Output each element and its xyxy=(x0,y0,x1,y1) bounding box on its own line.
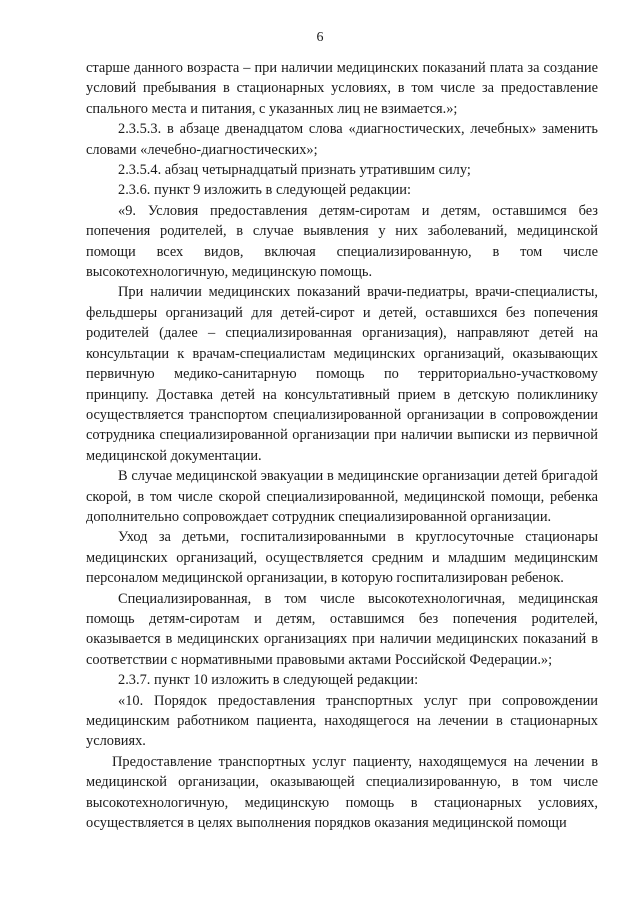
paragraph-1: старше данного возраста – при наличии медицинских показаний плата за создание условий пребывания в стационарных условиях, в том числе за предоставление спального места и питания, с указанных лиц не взимается.»; xyxy=(86,60,598,117)
paragraph-5: «9. Условия предоставления детям-сиротам и детям, оставшимся без попечения родителей, в случае выявления у них заболеваний, медицинской помощи всех видов, включая специализированную, в том числе высокотехнологичную, медицинскую помощь. xyxy=(86,202,598,281)
paragraph-7: В случае медицинской эвакуации в медицинские организации детей бригадой скорой, в том числе скорой специализированной, медицинской помощи, ребенка дополнительно сопровождает сотрудник специализированной организации. xyxy=(86,468,598,525)
paragraph-8: Уход за детьми, госпитализированными в круглосуточные стационары медицинских организаций, осуществляется средним и младшим медицинским персоналом медицинской организации, в которую госпитализирован ребенок. xyxy=(86,529,598,587)
paragraph-3: 2.3.5.4. абзац четырнадцатый признать утратившим силу; xyxy=(118,162,471,179)
paragraph-10: 2.3.7. пункт 10 изложить в следующей редакции: xyxy=(118,672,419,689)
paragraph-11: «10. Порядок предоставления транспортных услуг при сопровождении медицинским работником пациента, находящегося на лечении в стационарных условиях. xyxy=(86,692,598,750)
paragraph-2: 2.3.5.3. в абзаце двенадцатом слова «диагностических, лечебных» заменить словами «лечебно-диагностических»; xyxy=(86,121,598,158)
paragraph-12: Предоставление транспортных услуг пациенту, находящемуся на лечении в медицинской организации, оказывающей специализированную, в том числе высокотехнологичную, медицинскую помощь в стационарных условиях, осуществляется в целях выполнения порядков оказания медицинской помощи xyxy=(86,753,598,832)
document-body xyxy=(86,58,598,833)
paragraph-9: Специализированная, в том числе высокотехнологичная, медицинская помощь детям-сиротам и детям, оставшимся без попечения родителей, оказывается в медицинских организациях при наличии медицинских показаний в соответствии с нормативными правовыми актами Российской Федерации.»; xyxy=(86,590,598,668)
paragraph-6: При наличии медицинских показаний врачи-педиатры, врачи-специалисты, фельдшеры организаций для детей-сирот и детей, оставшихся без попечения родителей (далее – специализированная организация), направляют детей на консультации к врачам-специалистам медицинских организаций, оказывающих первичную медико-санитарную помощь по территориально-участковому принципу. Доставка детей на консультативный прием в детскую поликлинику осуществляется транспортом специализированной организации в сопровождении сотрудника специализированной организации при наличии выписки из первичной медицинской документации. xyxy=(86,284,598,464)
paragraph-4: 2.3.6. пункт 9 изложить в следующей редакции: xyxy=(118,182,411,199)
page-number: 6 xyxy=(316,30,324,45)
